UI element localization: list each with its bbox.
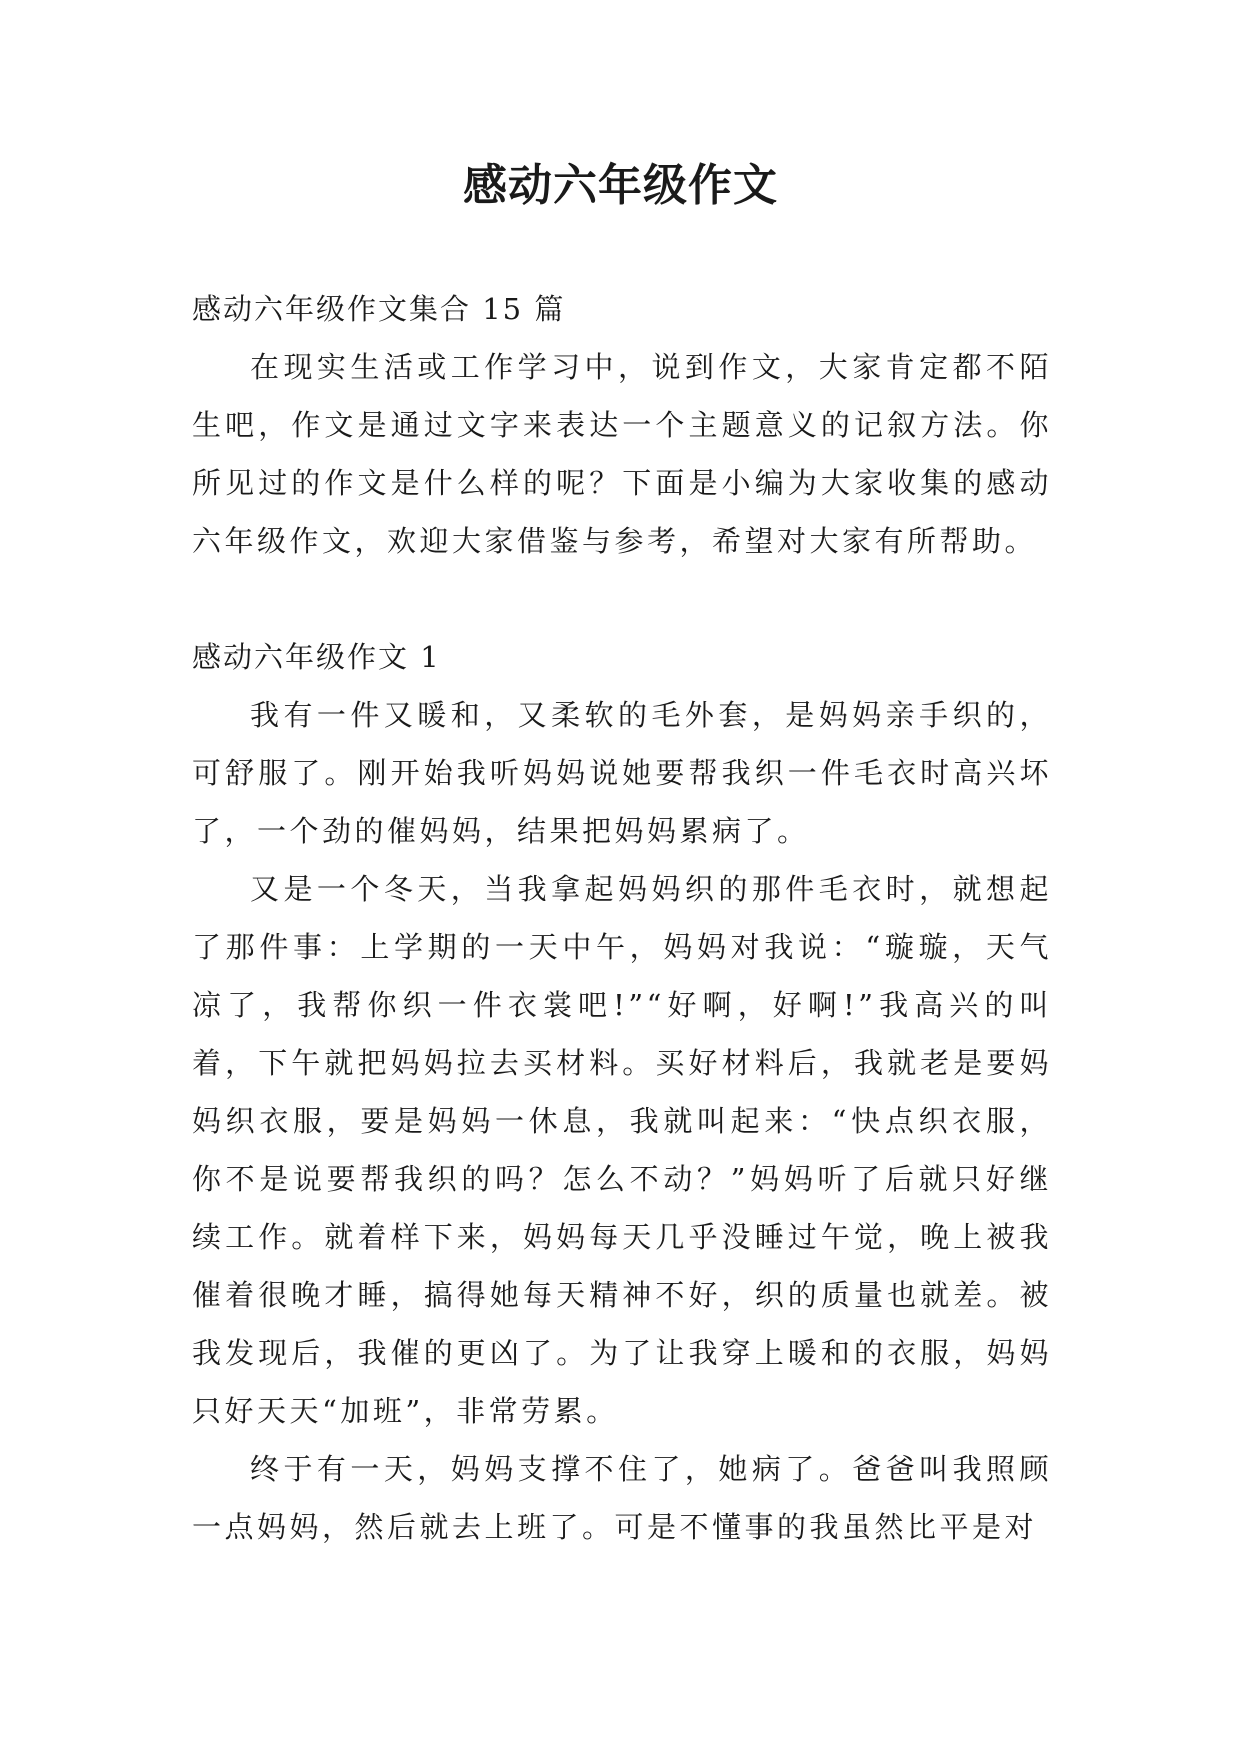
essay-paragraph: 我有一件又暖和，又柔软的毛外套，是妈妈亲手织的，可舒服了。刚开始我听妈妈说她要帮我织一件毛衣时高兴坏了，一个劲的催妈妈，结果把妈妈累病了。 <box>192 698 1052 848</box>
intro-paragraph: 在现实生活或工作学习中，说到作文，大家肯定都不陌生吧，作文是通过文字来表达一个主题意义的记叙方法。你所见过的作文是什么样的呢？下面是小编为大家收集的感动六年级作文，欢迎大家借鉴与参考，希望对大家有所帮助。 <box>192 350 1052 558</box>
collection-heading: 感动六年级作文集合 15 篇 <box>192 292 566 326</box>
document-body <box>192 280 1052 1556</box>
essay-paragraph: 终于有一天，妈妈支撑不住了，她病了。爸爸叫我照顾一点妈妈，然后就去上班了。可是不懂事的我虽然比平是对 <box>192 1452 1052 1544</box>
section-spacer <box>192 570 1052 628</box>
essay-heading: 感动六年级作文 1 <box>192 640 441 674</box>
document-title: 感动六年级作文 <box>463 160 778 211</box>
essay-paragraph: 又是一个冬天，当我拿起妈妈织的那件毛衣时，就想起了那件事：上学期的一天中午，妈妈对我说：“璇璇，天气凉了，我帮你织一件衣裳吧!”“好啊，好啊!”我高兴的叫着，下午就把妈妈拉去买材料。买好材料后，我就老是要妈妈织衣服，要是妈妈一休息，我就叫起来：“快点织衣服，你不是说要帮我织的吗？怎么不动？”妈妈听了后就只好继续工作。就着样下来，妈妈每天几乎没睡过午觉，晚上被我催着很晚才睡，搞得她每天精神不好，织的质量也就差。被我发现后，我催的更凶了。为了让我穿上暖和的衣服，妈妈只好天天“加班”，非常劳累。 <box>192 872 1052 1428</box>
